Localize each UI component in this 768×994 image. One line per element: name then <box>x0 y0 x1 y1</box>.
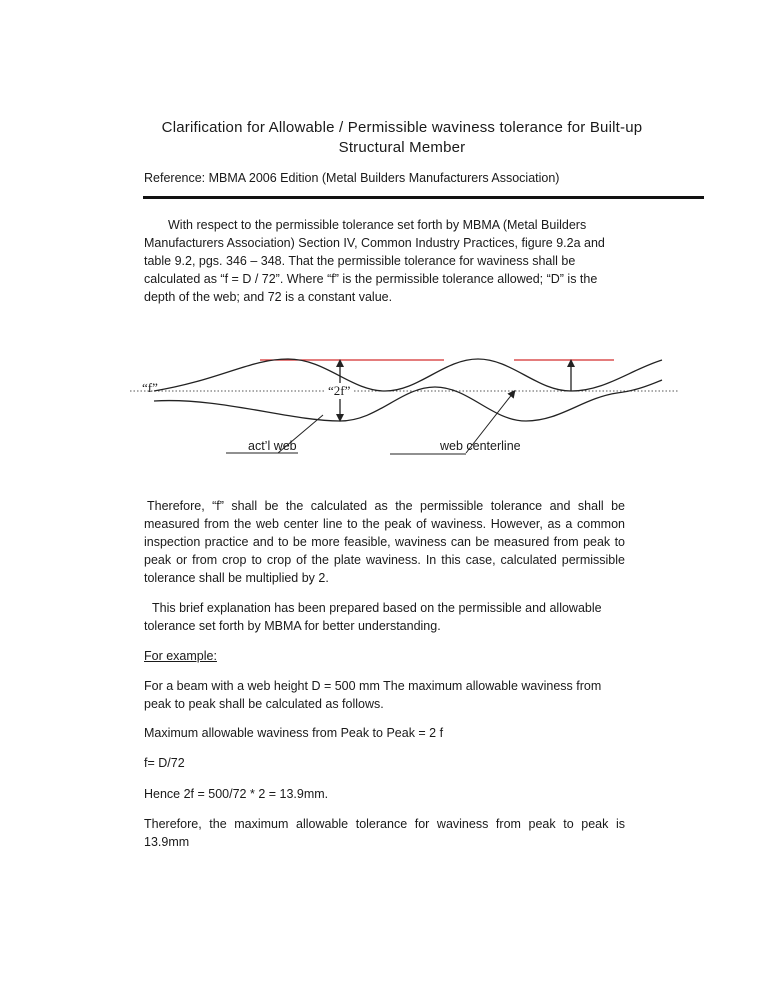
header-divider <box>143 196 704 199</box>
hence-calculation: Hence 2f = 500/72 * 2 = 13.9mm. <box>144 787 329 801</box>
document-title <box>100 118 704 158</box>
example-heading: For example: <box>144 649 217 663</box>
f-formula: f= D/72 <box>144 756 185 770</box>
label-f: “f” <box>142 380 158 395</box>
waviness-diagram <box>130 345 690 475</box>
web-wave-upper <box>154 359 662 391</box>
max-waviness-formula: Maximum allowable waviness from Peak to Peak = 2 f <box>144 726 444 740</box>
label-actual-web: act’l web <box>248 439 297 453</box>
title-line-2: Structural Member <box>338 139 466 156</box>
waviness-diagram-svg <box>130 345 690 475</box>
brief-paragraph: This brief explanation has been prepared based on the permissible and allowable tolerance set forth by MBMA for better understanding. <box>144 601 602 633</box>
label-web-centerline: web centerline <box>440 439 521 453</box>
conclusion-paragraph: Therefore, the maximum allowable tolerance for waviness from peak to peak is 13.9mm <box>144 817 625 849</box>
reference-line: Reference: MBMA 2006 Edition (Metal Builders Manufacturers Association) <box>144 171 560 185</box>
label-2f: “2f” <box>328 383 351 398</box>
intro-paragraph: With respect to the permissible tolerance set forth by MBMA (Metal Builders Manufacturers Association) Section IV, Common Industry Practices, figure 9.2a and table 9.2, pgs. 346 – 348. That the permissible tolerance for waviness shall be calculated as “f = D / 72”. Where “f” is the permissible tolerance allowed; “D” is the depth of the web; and 72 is a constant value. <box>144 218 605 304</box>
title-line-1: Clarification for Allowable / Permissible waviness tolerance for Built-up <box>161 119 643 136</box>
example-intro: For a beam with a web height D = 500 mm The maximum allowable waviness from peak to peak shall be calculated as follows. <box>144 679 602 711</box>
explanation-paragraph: Therefore, “f” shall be the calculated as the permissible tolerance and shall be measured from the web center line to the peak of waviness. However, as a common inspection practice and to be more feasible, waviness can be measured from peak to peak or from crop to crop of the plate waviness. In this case, calculated permissible tolerance shall be multiplied by 2. <box>144 499 625 585</box>
